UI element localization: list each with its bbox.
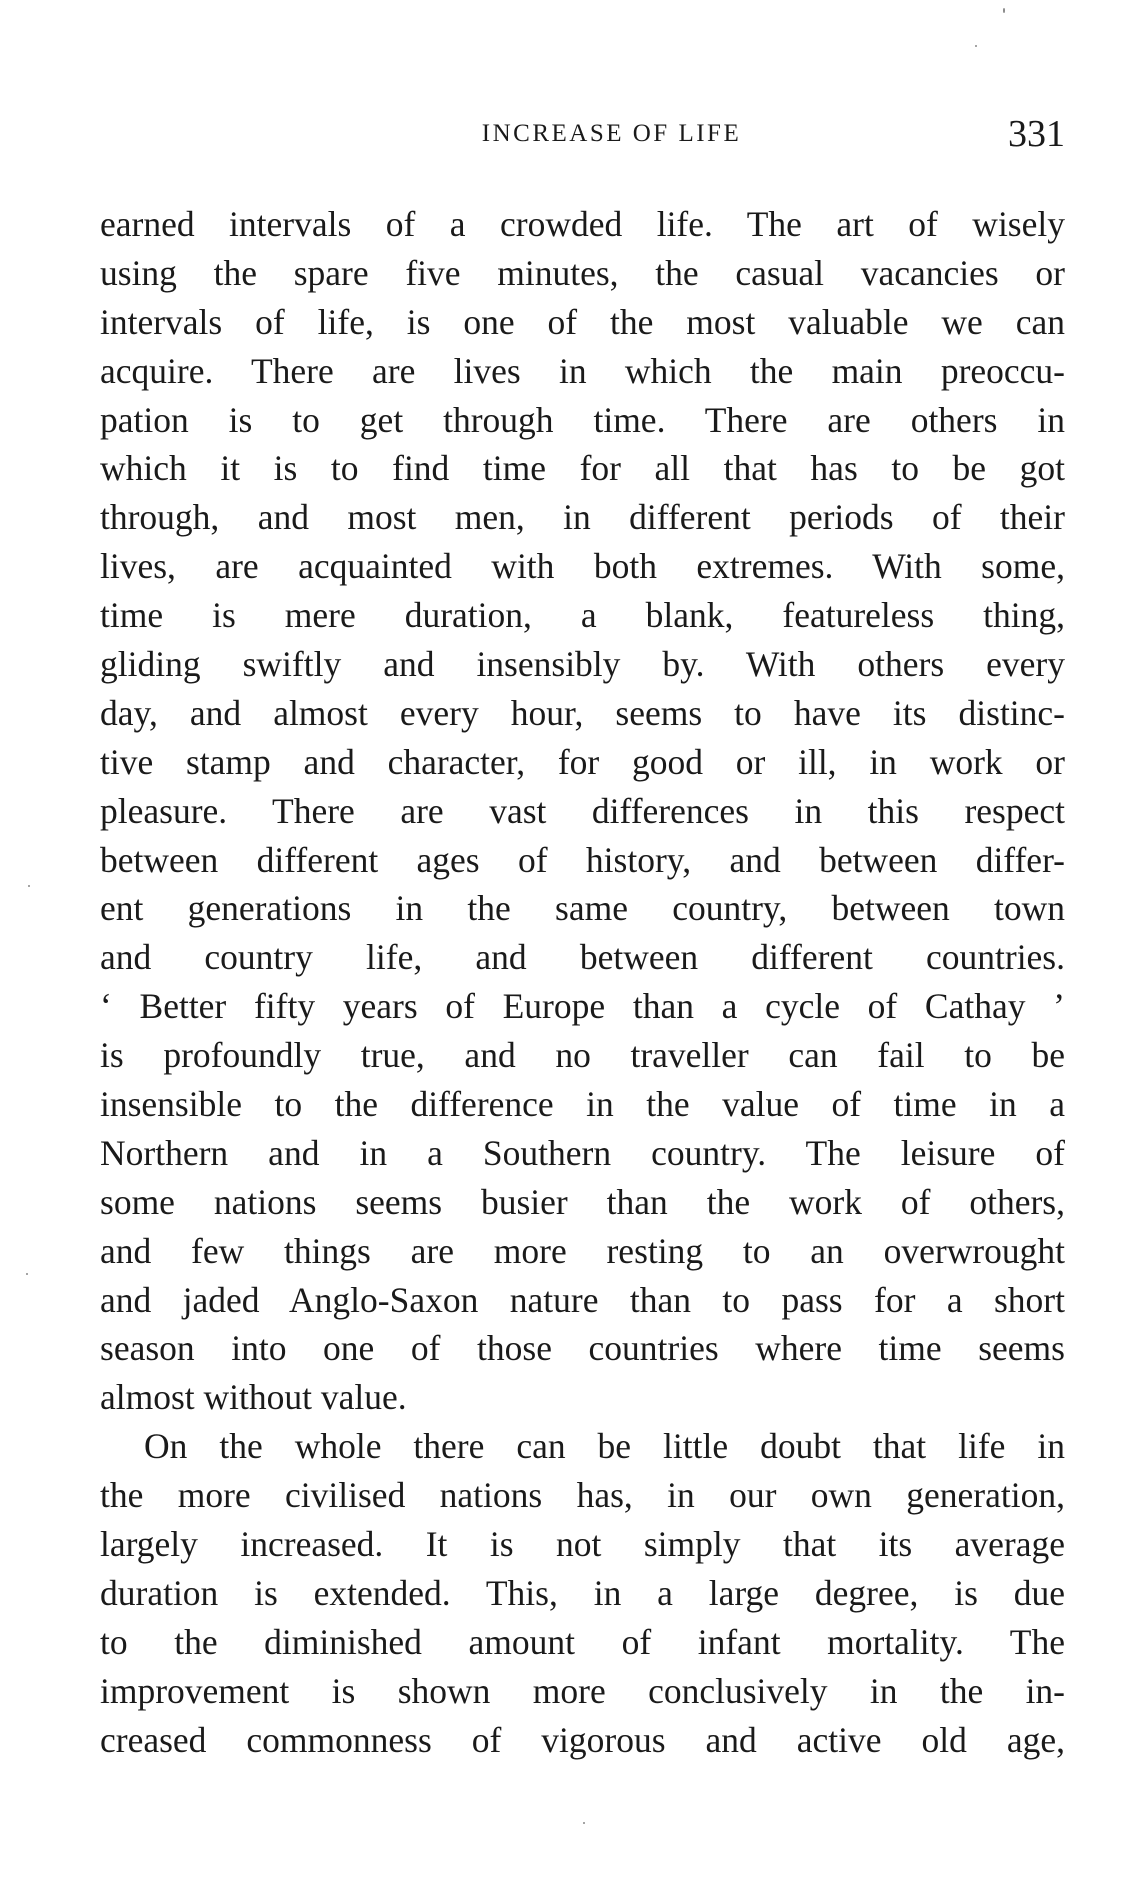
- text-line: the more civilised nations has, in our own generation,: [100, 1475, 1065, 1516]
- text-line: using the spare five minutes, the casual vacancies or: [100, 252, 1065, 293]
- text-line: lives, are acquainted with both extremes. With some,: [100, 546, 1065, 587]
- text-line: acquire. There are lives in which the main preoccu-: [100, 350, 1065, 391]
- text-line: duration is extended. This, in a large degree, is due: [100, 1572, 1065, 1613]
- body-text: [100, 200, 1065, 1765]
- text-line: earned intervals of a crowded life. The art of wisely: [100, 204, 1065, 244]
- text-line: ent generations in the same country, between town: [100, 888, 1065, 929]
- text-line: tive stamp and character, for good or ill, in work or: [100, 741, 1065, 782]
- text-line: time is mere duration, a blank, featureless thing,: [100, 595, 1065, 636]
- text-line: pleasure. There are vast differences in this respect: [100, 790, 1065, 831]
- paper-speck: [28, 885, 30, 887]
- text-line: season into one of those countries where time seems: [100, 1328, 1065, 1369]
- paragraph-start-line: On the whole there can be little doubt that life in: [144, 1426, 1065, 1467]
- text-line: improvement is shown more conclusively in the in-: [100, 1670, 1065, 1711]
- text-line: intervals of life, is one of the most valuable we can: [100, 301, 1065, 342]
- text-line: day, and almost every hour, seems to have its distinc-: [100, 692, 1065, 733]
- paper-speck: [975, 45, 977, 47]
- page-number: 331: [1008, 113, 1065, 155]
- text-line: through, and most men, in different periods of their: [100, 497, 1065, 538]
- text-line: which it is to find time for all that has to be got: [100, 448, 1065, 489]
- text-line: creased commonness of vigorous and active old age,: [100, 1719, 1065, 1760]
- text-line: and jaded Anglo-Saxon nature than to pass for a short: [100, 1279, 1065, 1320]
- text-line: to the diminished amount of infant mortality. The: [100, 1621, 1065, 1662]
- text-line: between different ages of history, and between differ-: [100, 839, 1065, 880]
- text-line: and country life, and between different countries.: [100, 937, 1065, 978]
- text-line: and few things are more resting to an overwrought: [100, 1230, 1065, 1271]
- text-line: ‘ Better fifty years of Europe than a cycle of Cathay ’: [100, 986, 1065, 1027]
- text-line: gliding swiftly and insensibly by. With others every: [100, 644, 1065, 685]
- text-line: some nations seems busier than the work of others,: [100, 1181, 1065, 1222]
- paragraph-end-line: almost without value.: [100, 1377, 407, 1418]
- running-title: INCREASE OF LIFE: [481, 120, 742, 147]
- paper-speck: [1003, 8, 1005, 13]
- text-line: largely increased. It is not simply that its average: [100, 1524, 1065, 1565]
- text-line: pation is to get through time. There are others in: [100, 399, 1065, 440]
- text-line: Northern and in a Southern country. The leisure of: [100, 1132, 1065, 1173]
- text-line: is profoundly true, and no traveller can fail to be: [100, 1035, 1065, 1076]
- paper-speck: [26, 1273, 28, 1275]
- running-head: [100, 112, 1065, 162]
- text-line: insensible to the difference in the value of time in a: [100, 1084, 1065, 1125]
- paper-speck: [583, 1822, 585, 1824]
